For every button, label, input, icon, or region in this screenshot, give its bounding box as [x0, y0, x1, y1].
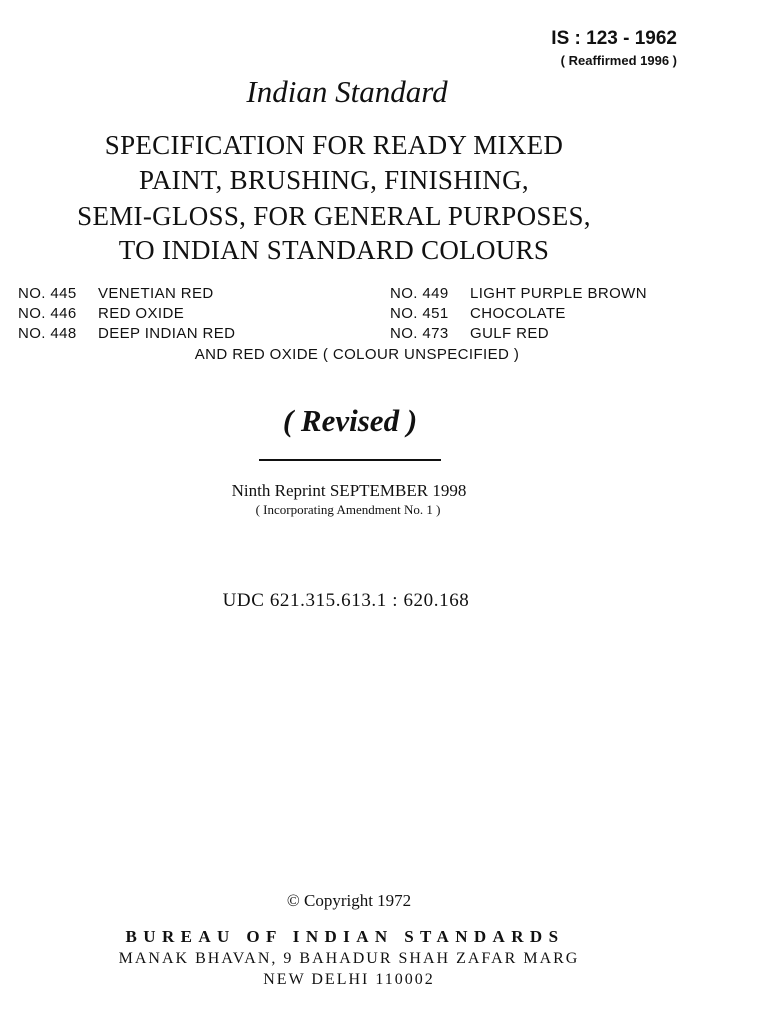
title-line: SPECIFICATION FOR READY MIXED — [104, 130, 564, 160]
colour-number: NO. 448 — [18, 325, 77, 342]
colour-item — [18, 305, 184, 322]
colour-name: RED OXIDE — [98, 305, 185, 322]
colour-item — [390, 285, 647, 302]
title-line: PAINT, BRUSHING, FINISHING, — [139, 165, 529, 195]
title-line: TO INDIAN STANDARD COLOURS — [118, 235, 550, 265]
colour-name: DEEP INDIAN RED — [98, 325, 236, 342]
title-line: SEMI-GLOSS, FOR GENERAL PURPOSES, — [77, 201, 591, 231]
udc-code: UDC 621.315.613.1 : 620.168 — [222, 590, 470, 611]
colour-item — [390, 305, 566, 322]
colour-number: NO. 449 — [390, 285, 449, 302]
reaffirmed-note: ( Reaffirmed 1996 ) — [560, 53, 677, 68]
colour-name: GULF RED — [470, 325, 550, 342]
reprint-note: Ninth Reprint SEPTEMBER 1998 — [231, 481, 467, 500]
colour-number: NO. 473 — [390, 325, 449, 342]
publisher-address: MANAK BHAVAN, 9 BAHADUR SHAH ZAFAR MARG — [118, 950, 580, 967]
publisher-city: NEW DELHI 110002 — [263, 971, 435, 988]
publisher-name: BUREAU OF INDIAN STANDARDS — [125, 927, 565, 946]
colour-number: NO. 446 — [18, 305, 77, 322]
colour-name: VENETIAN RED — [98, 285, 214, 302]
colour-name: LIGHT PURPLE BROWN — [470, 285, 647, 302]
divider-rule — [259, 459, 441, 461]
colour-name: CHOCOLATE — [470, 305, 566, 322]
colour-number: NO. 445 — [18, 285, 77, 302]
colour-item — [390, 325, 549, 342]
amendment-note: ( Incorporating Amendment No. 1 ) — [255, 502, 441, 517]
colour-item — [18, 285, 214, 302]
colour-number: NO. 451 — [390, 305, 449, 322]
indian-standard-heading: Indian Standard — [246, 74, 448, 109]
is-number: IS : 123 - 1962 — [551, 28, 677, 49]
colour-footer: AND RED OXIDE ( COLOUR UNSPECIFIED ) — [194, 346, 520, 363]
copyright-line: © Copyright 1972 — [286, 891, 412, 910]
revised-label: ( Revised ) — [282, 403, 418, 438]
colour-item — [18, 325, 235, 342]
